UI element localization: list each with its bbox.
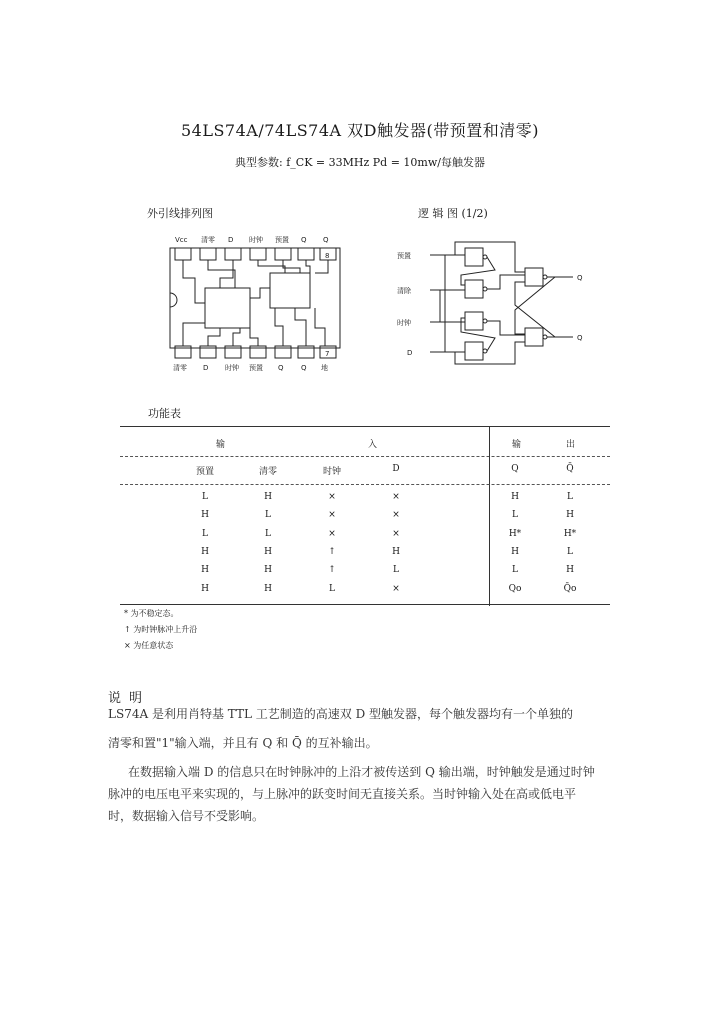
table-cell: H*: [508, 529, 522, 539]
table-cell: Qo: [508, 584, 522, 594]
table-cell: L: [512, 510, 518, 520]
typical-parameters: 典型参数: f_CK = 33MHz Pd = 10mw/每触发器: [235, 156, 485, 169]
table-rule: [120, 456, 610, 457]
table-cell: L: [567, 547, 573, 557]
column-header: D: [392, 464, 400, 474]
logic-input-label: 预置: [397, 252, 411, 260]
paragraph-line: 脉冲的电压电平来实现的，与上脉冲的跃变时间无直接关系。当时钟输入处在高或低电平: [108, 787, 577, 801]
table-note: × 为任意状态: [124, 641, 174, 650]
table-cell: ×: [328, 510, 336, 520]
logic-diagram: [395, 230, 595, 370]
table-cell: ×: [328, 529, 336, 539]
table-cell: H: [566, 510, 574, 520]
table-cell: H: [264, 492, 272, 502]
top-pin-label: 预置: [275, 236, 289, 244]
output-group-header: 出: [566, 440, 576, 450]
table-cell: H: [511, 547, 519, 557]
column-header: 清零: [258, 467, 277, 477]
table-cell: ×: [392, 510, 400, 520]
table-cell: H: [201, 547, 209, 557]
column-header: 时钟: [322, 467, 341, 477]
logic-input-label: D: [407, 349, 413, 357]
top-pin-label: Q: [323, 236, 329, 244]
table-cell: H: [264, 565, 272, 575]
function-table: [120, 426, 610, 606]
pinout-diagram: [165, 228, 350, 378]
paragraph-line: 时，数据输入信号不受影响。: [108, 809, 265, 823]
table-cell: ×: [328, 492, 336, 502]
table-cell: H: [264, 584, 272, 594]
nand-gate: [465, 280, 483, 298]
input-group-header: 输: [216, 440, 226, 450]
logic-input-label: 清除: [397, 287, 411, 295]
table-note: ↑ 为时钟脉冲上升沿: [124, 625, 198, 634]
top-pin-label: 时钟: [249, 236, 263, 244]
table-cell: Q̄o: [563, 584, 577, 594]
table-note: * 为不稳定态。: [124, 609, 179, 618]
table-cell: L: [265, 510, 271, 520]
table-cell: H: [201, 510, 209, 520]
table-cell: H: [392, 547, 400, 557]
top-pin-label: 清零: [201, 236, 215, 244]
table-cell: L: [265, 529, 271, 539]
flip-flop-1: [205, 288, 250, 328]
bottom-pin-label: Q: [278, 364, 284, 372]
nand-gate: [465, 342, 483, 360]
bottom-pin-label: 地: [321, 364, 328, 372]
bottom-pin-label: 预置: [249, 364, 263, 372]
table-cell: H*: [563, 529, 577, 539]
top-pin-number: 8: [325, 252, 330, 260]
top-pin-label: Q: [301, 236, 307, 244]
input-group-header: 入: [368, 440, 378, 450]
table-cell: L: [202, 492, 208, 502]
bottom-pin-label: D: [203, 364, 209, 372]
table-notes: [124, 606, 197, 654]
table-cell: H: [264, 547, 272, 557]
nand-gate: [465, 248, 483, 266]
table-cell: H: [201, 565, 209, 575]
table-rule: [120, 426, 610, 427]
table-cell: ↑: [328, 565, 336, 575]
paragraph-line: 在数据输入端 D 的信息只在时钟脉冲的上沿才被传送到 Q 输出端，时钟触发是通过时钟: [128, 765, 595, 779]
paragraph-line: LS74A 是利用肖特基 TTL 工艺制造的高速双 D 型触发器，每个触发器均有一个单独的: [108, 707, 574, 721]
bottom-pin-label: 清零: [173, 364, 187, 372]
table-cell: ×: [392, 492, 400, 502]
nand-gate: [525, 268, 543, 286]
table-cell: ×: [392, 584, 400, 594]
bottom-pin-label: Q: [301, 364, 307, 372]
section-title: 说明: [108, 691, 151, 706]
top-pin-label: Vcc: [175, 236, 188, 244]
column-header: 预置: [195, 467, 214, 477]
flip-flop-2: [270, 273, 310, 308]
ic-notch: [170, 293, 177, 307]
table-rule: [120, 604, 610, 605]
logic-input-label: 时钟: [397, 319, 411, 327]
table-cell: H: [201, 584, 209, 594]
table-rule: [120, 484, 610, 485]
paragraph-line: 清零和置"1"输入端，并且有 Q 和 Q̄ 的互补输出。: [108, 736, 378, 750]
output-group-header: 输: [512, 440, 522, 450]
nand-gate: [465, 312, 483, 330]
logic-diagram-label: 逻 辑 图 (1/2): [418, 207, 488, 220]
table-cell: H: [566, 565, 574, 575]
function-table-label: 功能表: [148, 407, 181, 420]
table-cell: ↑: [328, 547, 336, 557]
bottom-pin-number: 7: [325, 350, 330, 358]
pinout-label: 外引线排列图: [147, 207, 213, 220]
bottom-pin-label: 时钟: [225, 364, 239, 372]
nand-gate: [525, 328, 543, 346]
table-cell: L: [512, 565, 518, 575]
logic-output-label: Q: [577, 334, 583, 342]
table-cell: L: [567, 492, 573, 502]
table-cell: H: [511, 492, 519, 502]
table-cell: L: [202, 529, 208, 539]
column-header: Q̄: [566, 464, 574, 474]
logic-output-label: Q: [577, 274, 583, 282]
page-title: 54LS74A/74LS74A 双D触发器(带预置和清零): [180, 121, 539, 140]
column-header: Q: [511, 464, 519, 474]
table-cell: L: [329, 584, 335, 594]
table-cell: ×: [392, 529, 400, 539]
top-pin-label: D: [228, 236, 234, 244]
table-cell: L: [393, 565, 399, 575]
